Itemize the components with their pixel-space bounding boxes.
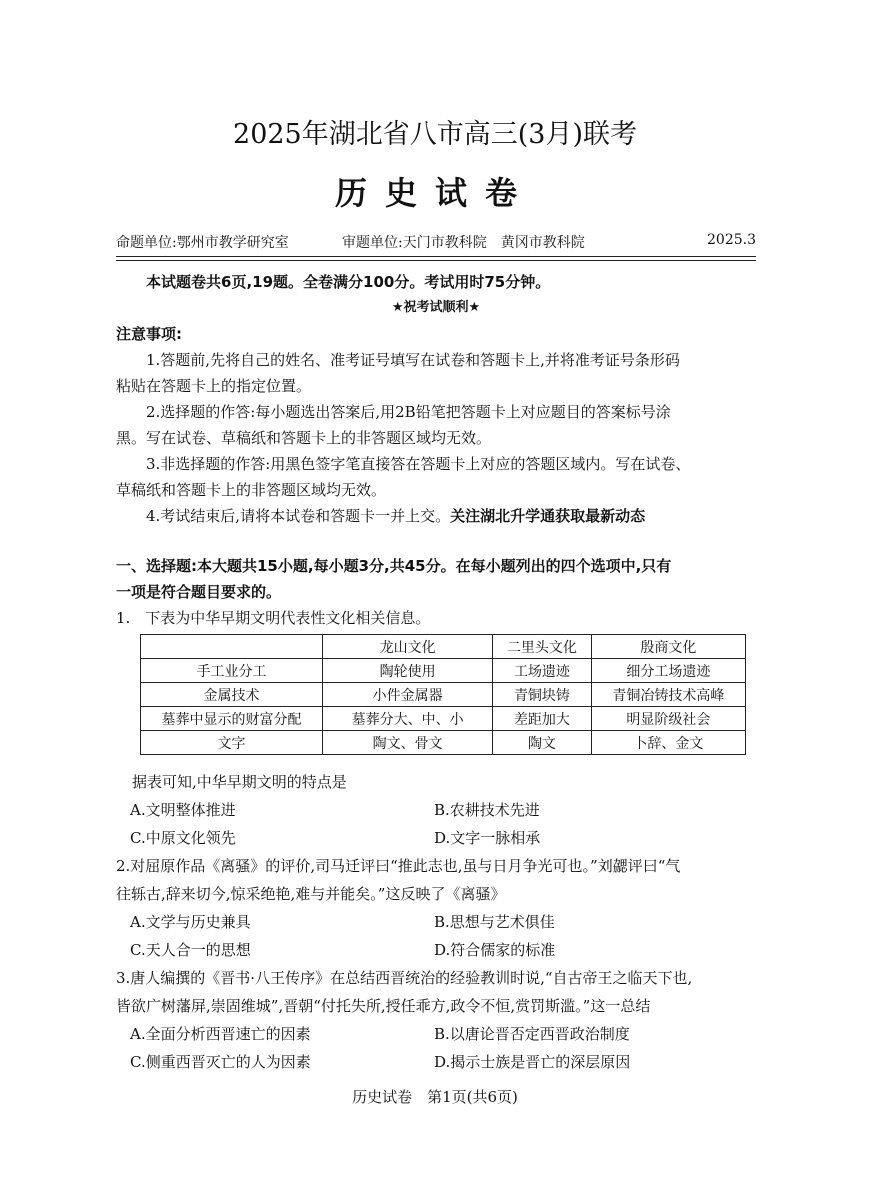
header-rule-thick [116, 256, 756, 257]
table-header-cell: 殷商文化 [591, 635, 745, 659]
header-rule-thin [116, 260, 756, 261]
notice-title: 注意事项: [116, 325, 182, 343]
note-line: 1.答题前,先将自己的姓名、准考证号填写在试卷和答题卡上,并将准考证号条形码 [146, 351, 680, 369]
section-heading: 一、选择题:本大题共15小题,每小题3分,共45分。在每小题列出的四个选项中,只有 [116, 557, 672, 575]
table-cell: 陶文、骨文 [323, 731, 493, 755]
promo-text: 关注湖北升学通获取最新动态 [450, 507, 646, 525]
question-2-stem-cont: 往轹古,辞来切今,惊采绝艳,难与并能矣。”这反映了《离骚》 [116, 885, 506, 903]
table-cell: 陶文 [493, 731, 592, 755]
option-c: C.天人合一的思想 [130, 941, 251, 959]
option-d: D.揭示士族是晋亡的深层原因 [434, 1053, 631, 1071]
note-line: 3.非选择题的作答:用黑色签字笔直接答在答题卡上对应的答题区域内。写在试卷、 [146, 455, 691, 473]
option-d: D.符合儒家的标准 [434, 941, 556, 959]
question-3-stem: 3.唐人编撰的《晋书·八王传序》在总结西晋统治的经验教训时说,“自古帝王之临天下也, [116, 969, 693, 987]
table-row [141, 659, 746, 683]
question-3-stem-cont: 皆欲广树藩屏,崇固维城”,晋朝“付托失所,授任乖方,政令不恒,赏罚斯滥。”这一总结 [116, 997, 651, 1015]
table-cell: 手工业分工 [141, 659, 323, 683]
note-line: 黑。写在试卷、草稿纸和答题卡上的非答题区域均无效。 [116, 429, 492, 447]
table-header-cell: 二里头文化 [493, 635, 592, 659]
blessing: ★祝考试顺利★ [391, 300, 481, 315]
table-cell: 青铜冶铸技术高峰 [591, 683, 745, 707]
table-cell: 文字 [141, 731, 323, 755]
table-cell: 墓葬分大、中、小 [323, 707, 493, 731]
table-header-row [141, 635, 746, 659]
option-b: B.农耕技术先进 [434, 801, 540, 819]
option-c: C.中原文化领先 [130, 829, 236, 847]
question-1-ask: 据表可知,中华早期文明的特点是 [132, 773, 347, 791]
option-b: B.以唐论晋否定西晋政治制度 [434, 1025, 630, 1043]
option-c: C.侧重西晋灭亡的人为因素 [130, 1053, 311, 1071]
table-cell: 墓葬中显示的财富分配 [141, 707, 323, 731]
table-cell: 金属技术 [141, 683, 323, 707]
option-a: A.文明整体推进 [130, 801, 236, 819]
question-1-stem: 1. 下表为中华早期文明代表性文化相关信息。 [116, 609, 431, 627]
table-cell: 青铜块铸 [493, 683, 592, 707]
civilization-table [140, 634, 746, 755]
note-line: 粘贴在答题卡上的指定位置。 [116, 377, 312, 395]
table-row [141, 683, 746, 707]
page-footer: 历史试卷 第1页(共6页) [352, 1088, 518, 1106]
option-a: A.文学与历史兼具 [130, 913, 251, 931]
table-cell: 陶轮使用 [323, 659, 493, 683]
table-cell: 卜辞、金文 [591, 731, 745, 755]
table-header-cell: 龙山文化 [323, 635, 493, 659]
note-line: 2.选择题的作答:每小题选出答案后,用2B铅笔把答题卡上对应题目的答案标号涂 [146, 403, 671, 421]
section-heading-cont: 一项是符合题目要求的。 [116, 583, 282, 601]
table-cell: 工场遗迹 [493, 659, 592, 683]
exam-summary: 本试题卷共6页,19题。全卷满分100分。考试用时75分钟。 [146, 273, 551, 291]
question-2-stem: 2.对屈原作品《离骚》的评价,司马迁评曰“推此志也,虽与日月争光可也。”刘勰评曰“气 [116, 857, 681, 875]
option-d: D.文字一脉相承 [434, 829, 541, 847]
table-row [141, 707, 746, 731]
table-cell: 明显阶级社会 [591, 707, 745, 731]
reviewer-unit: 审题单位:天门市教科院 黄冈市教科院 [342, 235, 585, 251]
table-header-cell [141, 635, 323, 659]
setter-unit: 命题单位:鄂州市教学研究室 [116, 235, 289, 251]
exam-title: 2025年湖北省八市高三(3月)联考 [233, 119, 637, 150]
option-a: A.全面分析西晋速亡的因素 [130, 1025, 311, 1043]
subject-title: 历史试卷 [334, 174, 535, 212]
table-cell: 小件金属器 [323, 683, 493, 707]
note-text: 4.考试结束后,请将本试卷和答题卡一并上交。 [146, 507, 451, 525]
note-line [146, 506, 645, 526]
table-row [141, 731, 746, 755]
note-line: 草稿纸和答题卡上的非答题区域均无效。 [116, 481, 387, 499]
exam-date: 2025.3 [707, 232, 756, 248]
table-cell: 细分工场遗迹 [591, 659, 745, 683]
table-cell: 差距加大 [493, 707, 592, 731]
option-b: B.思想与艺术俱佳 [434, 913, 555, 931]
